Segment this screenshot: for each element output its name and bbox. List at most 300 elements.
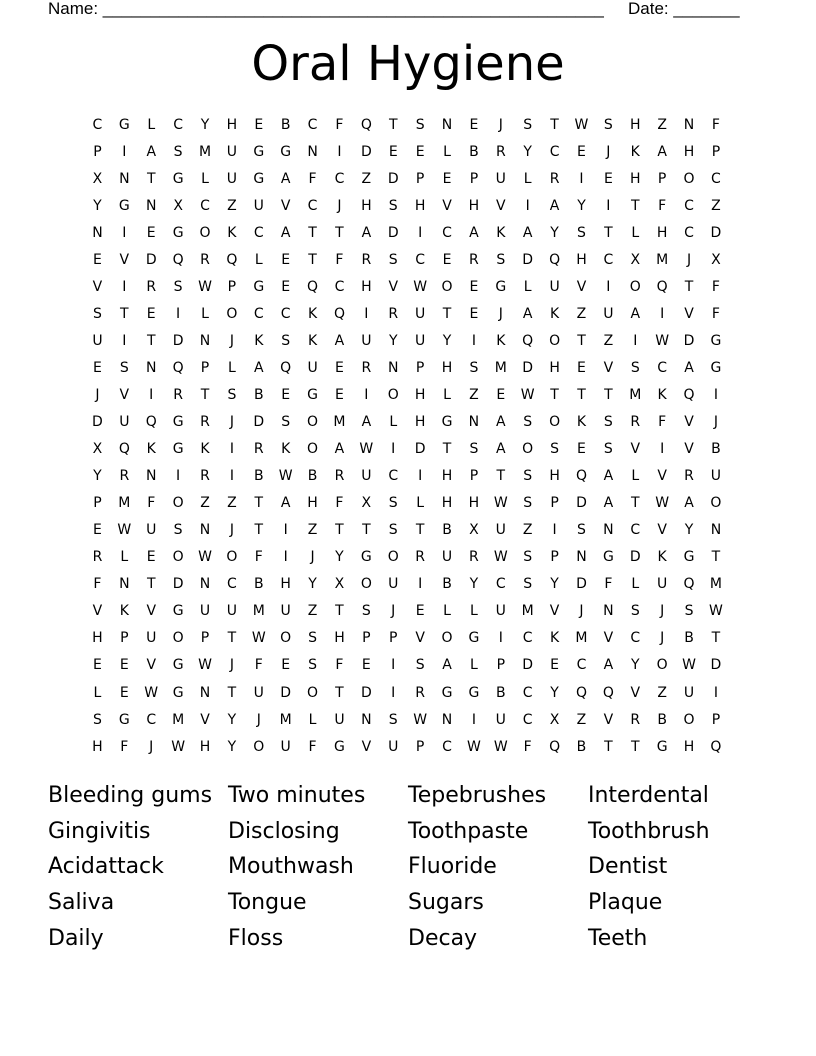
grid-letter: K [496,224,506,241]
grid-letter: A [630,305,641,322]
grid-letter: J [713,414,718,431]
grid-letter: W [493,549,508,566]
grid-letter: Q [280,359,292,376]
grid-letter: E [361,657,371,674]
grid-letter: P [415,359,425,376]
grid-letter: D [387,224,399,241]
grid-letter: W [413,711,428,728]
grid-letter: C [307,197,318,214]
grid-letter: K [657,386,667,403]
grid-letter: B [576,738,587,755]
grid-letter: L [523,170,532,187]
grid-letter: Z [469,386,479,403]
word-list-item: Dentist [588,854,668,880]
grid-letter: T [496,468,506,485]
grid-letter: M [118,495,131,512]
grid-letter: I [364,305,369,322]
grid-letter: V [684,414,694,431]
grid-letter: F [604,576,613,593]
grid-letter: F [308,738,317,755]
grid-letter: U [226,170,238,187]
grid-letter: N [683,116,695,133]
grid-letter: T [604,386,613,403]
grid-letter: V [684,305,694,322]
grid-letter: Y [200,116,210,133]
grid-letter: V [119,386,130,403]
grid-letter: H [280,576,291,593]
grid-letter: A [603,495,614,512]
grid-letter: H [576,251,587,268]
grid-letter: U [92,332,103,349]
grid-letter: G [683,549,695,566]
date-field-label: Date: _______ [628,0,740,18]
grid-letter: S [388,197,398,214]
grid-letter: D [387,170,399,187]
grid-letter: T [335,522,344,539]
grid-letter: W [144,684,159,701]
grid-letter: G [118,711,130,728]
grid-letter: B [307,468,318,485]
grid-letter: V [657,468,667,485]
grid-letter: P [550,549,559,566]
grid-letter: U [199,603,211,620]
grid-letter: T [146,170,156,187]
grid-letter: Q [522,332,534,349]
grid-letter: E [577,143,586,160]
grid-letter: S [415,116,425,133]
grid-letter: G [710,332,722,349]
grid-letter: J [606,143,611,160]
grid-letter: V [280,197,291,214]
grid-letter: H [629,116,641,133]
grid-letter: O [441,630,453,647]
grid-letter: A [684,359,694,376]
grid-letter: D [629,549,641,566]
grid-letter: T [200,386,210,403]
grid-letter: U [388,738,399,755]
grid-letter: Q [602,684,614,701]
grid-letter: Z [361,170,372,187]
grid-letter: I [498,630,503,647]
grid-letter: A [657,143,667,160]
grid-letter: I [364,386,369,403]
grid-letter: U [415,332,426,349]
grid-letter: E [442,170,452,187]
grid-letter: O [172,630,184,647]
grid-letter: U [603,305,614,322]
grid-letter: T [684,278,694,295]
grid-letter: T [335,224,344,241]
grid-letter: T [335,603,344,620]
grid-letter: C [684,197,694,214]
grid-letter: F [335,657,344,674]
grid-letter: Q [172,359,184,376]
grid-letter: H [199,738,211,755]
grid-letter: C [173,116,183,133]
grid-letter: B [657,711,667,728]
grid-letter: A [280,224,291,241]
grid-letter: M [575,630,588,647]
grid-letter: I [471,711,476,728]
grid-letter: O [683,170,695,187]
grid-letter: T [227,630,237,647]
grid-letter: Q [683,386,695,403]
grid-letter: Z [576,305,587,322]
grid-letter: S [388,711,398,728]
grid-letter: L [147,116,156,133]
grid-letter: J [660,630,665,647]
grid-letter: H [683,738,695,755]
grid-letter: Y [523,143,532,160]
grid-letter: I [283,522,288,539]
grid-letter: O [549,414,561,431]
grid-letter: T [604,738,613,755]
grid-letter: N [603,603,614,620]
grid-letter: U [280,738,291,755]
grid-letter: U [146,630,157,647]
grid-letter: O [549,332,561,349]
grid-letter: T [550,386,559,403]
grid-letter: S [523,495,533,512]
grid-letter: M [252,603,265,620]
grid-letter: A [146,143,157,160]
grid-letter: R [146,278,157,295]
grid-letter: J [337,197,342,214]
grid-letter: M [494,359,507,376]
grid-letter: S [523,576,533,593]
word-list-item: Tepebrushes [408,783,547,809]
grid-letter: Q [226,251,238,268]
grid-letter: A [254,359,264,376]
grid-letter: P [550,495,559,512]
grid-letter: Q [575,684,587,701]
grid-letter: G [172,414,184,431]
grid-letter: Q [333,305,345,322]
grid-letter: V [657,522,667,539]
grid-letter: Y [469,576,479,593]
grid-letter: V [496,197,506,214]
grid-letter: T [577,332,586,349]
grid-letter: Y [630,657,640,674]
grid-letter: O [199,224,211,241]
grid-letter: W [278,468,293,485]
grid-letter: Z [307,603,318,620]
grid-letter: I [176,468,181,485]
grid-letter: T [146,332,156,349]
grid-letter: O [307,414,319,431]
grid-letter: V [415,630,425,647]
grid-letter: I [579,170,584,187]
grid-letter: B [253,468,264,485]
grid-letter: G [172,603,184,620]
grid-letter: I [229,441,234,458]
grid-letter: L [443,386,451,403]
grid-letter: J [95,386,100,403]
grid-letter: I [122,278,127,295]
grid-letter: Y [227,738,237,755]
grid-letter: F [658,197,667,214]
grid-letter: L [631,224,640,241]
grid-letter: T [308,251,317,268]
grid-letter: O [172,549,184,566]
grid-letter: R [549,170,560,187]
grid-letter: E [93,359,102,376]
grid-letter: V [603,711,614,728]
grid-letter: A [442,657,452,674]
grid-letter: I [525,197,530,214]
grid-letter: K [657,549,667,566]
grid-letter: F [93,576,102,593]
grid-letter: E [469,278,479,295]
grid-letter: Y [550,224,559,241]
grid-letter: S [469,359,479,376]
grid-letter: P [469,468,479,485]
grid-letter: S [550,441,560,458]
grid-letter: Z [603,332,614,349]
grid-letter: G [334,738,345,755]
grid-letter: G [280,143,292,160]
grid-letter: E [146,224,156,241]
grid-letter: C [549,143,560,160]
grid-letter: K [200,441,210,458]
grid-letter: N [710,522,722,539]
grid-letter: T [254,495,264,512]
grid-letter: A [603,468,614,485]
grid-letter: W [413,278,428,295]
grid-letter: S [577,522,586,539]
grid-letter: J [229,332,234,349]
grid-letter: V [200,711,210,728]
grid-letter: O [226,549,238,566]
grid-letter: M [629,386,642,403]
grid-letter: W [520,386,535,403]
grid-letter: H [414,386,426,403]
page-title: Oral Hygiene [251,36,565,92]
grid-letter: I [418,468,423,485]
grid-letter: J [229,522,234,539]
word-list-item: Mouthwash [228,854,354,880]
grid-letter: H [683,143,695,160]
grid-letter: P [227,278,237,295]
grid-letter: S [523,468,533,485]
grid-letter: U [253,684,264,701]
grid-letter: X [630,251,641,268]
grid-letter: T [227,684,237,701]
grid-letter: S [630,603,640,620]
grid-letter: N [576,549,587,566]
grid-letter: H [414,414,426,431]
grid-letter: C [630,630,641,647]
grid-letter: W [709,603,723,620]
grid-letter: D [360,684,372,701]
grid-letter: V [92,603,103,620]
grid-letter: Q [118,441,130,458]
grid-letter: E [496,386,506,403]
grid-letter: H [441,468,453,485]
grid-letter: T [335,684,344,701]
grid-letter: T [604,224,613,241]
grid-letter: S [388,251,398,268]
grid-letter: T [254,522,264,539]
grid-letter: E [603,170,613,187]
grid-letter: A [496,441,506,458]
grid-letter: E [335,359,344,376]
grid-letter: S [281,332,291,349]
grid-letter: C [334,170,345,187]
grid-letter: C [388,468,399,485]
grid-letter: C [92,116,103,133]
grid-letter: P [362,630,371,647]
grid-letter: V [92,278,103,295]
grid-letter: K [496,332,506,349]
grid-letter: E [281,386,291,403]
word-list-item: Daily [48,925,104,951]
grid-letter: R [684,468,694,485]
grid-letter: O [226,305,238,322]
word-list-item: Toothbrush [588,818,710,844]
grid-letter: L [470,657,478,674]
grid-letter: B [442,576,452,593]
grid-letter: T [120,305,129,322]
grid-letter: J [229,657,234,674]
grid-letter: Q [549,738,561,755]
grid-letter: H [629,170,641,187]
grid-letter: H [656,224,668,241]
grid-letter: S [388,495,398,512]
grid-letter: O [307,441,319,458]
grid-letter: Q [360,116,372,133]
grid-letter: R [119,468,130,485]
grid-letter: U [334,711,345,728]
grid-letter: V [630,684,641,701]
grid-letter: D [522,359,534,376]
grid-letter: K [307,332,318,349]
grid-letter: U [280,603,291,620]
grid-letter: N [145,468,157,485]
grid-letter: P [711,143,721,160]
grid-letter: C [200,197,210,214]
grid-letter: S [227,386,237,403]
grid-letter: K [630,143,640,160]
grid-letter: V [388,278,399,295]
grid-letter: I [122,224,127,241]
grid-letter: C [307,116,318,133]
grid-letter: A [522,305,533,322]
grid-letter: Z [576,711,587,728]
grid-letter: U [495,170,506,187]
grid-letter: W [493,495,508,512]
grid-letter: E [442,251,452,268]
grid-letter: F [658,414,667,431]
grid-letter: G [441,414,453,431]
word-list-item: Interdental [588,783,709,809]
grid-letter: R [415,549,425,566]
grid-letter: H [361,278,372,295]
grid-letter: V [119,251,130,268]
grid-letter: N [119,170,130,187]
grid-letter: Q [172,251,184,268]
grid-letter: Y [388,332,398,349]
grid-letter: S [603,414,613,431]
grid-letter: D [253,414,265,431]
grid-letter: I [229,468,234,485]
grid-letter: F [147,495,156,512]
grid-letter: D [576,495,587,512]
grid-letter: O [360,576,372,593]
grid-letter: R [495,143,506,160]
grid-letter: W [251,630,266,647]
grid-letter: E [281,251,291,268]
grid-letter: E [93,657,102,674]
grid-letter: N [199,522,211,539]
grid-letter: G [656,738,668,755]
grid-letter: T [415,522,425,539]
grid-letter: K [549,305,560,322]
grid-letter: O [253,738,265,755]
grid-letter: S [469,441,479,458]
grid-letter: Q [656,278,668,295]
grid-letter: I [176,305,181,322]
grid-letter: G [468,684,480,701]
grid-letter: N [199,684,211,701]
grid-letter: A [522,224,533,241]
grid-letter: S [93,711,102,728]
grid-letter: X [361,495,372,512]
grid-letter: G [710,359,722,376]
grid-letter: R [200,468,210,485]
grid-letter: O [629,278,641,295]
grid-letter: G [172,441,184,458]
grid-letter: D [710,657,722,674]
grid-letter: J [579,603,584,620]
grid-letter: Z [227,197,237,214]
grid-letter: I [122,143,127,160]
grid-letter: T [630,495,640,512]
name-field-label: Name: _____________________________________________________ [48,0,604,18]
grid-letter: Y [550,576,559,593]
letter-grid [84,111,729,760]
grid-letter: C [522,630,533,647]
grid-letter: N [307,143,318,160]
grid-letter: T [550,116,559,133]
grid-letter: S [523,549,533,566]
grid-letter: E [469,305,479,322]
grid-letter: N [199,332,211,349]
grid-letter: R [361,251,372,268]
grid-letter: U [361,468,372,485]
grid-letter: E [415,143,425,160]
grid-letter: X [711,251,721,268]
grid-letter: F [308,170,317,187]
grid-letter: A [334,332,345,349]
grid-letter: P [415,738,425,755]
grid-letter: H [361,197,372,214]
grid-letter: D [92,414,103,431]
grid-letter: F [335,495,344,512]
grid-letter: K [281,441,291,458]
grid-letter: P [200,630,210,647]
grid-letter: G [172,170,184,187]
grid-letter: M [656,251,669,268]
grid-letter: I [418,224,423,241]
grid-letter: S [415,657,425,674]
grid-letter: C [146,711,157,728]
grid-letter: L [523,278,532,295]
word-list-item: Sugars [408,890,484,916]
grid-letter: P [389,630,398,647]
grid-letter: G [495,278,507,295]
grid-letter: I [418,576,423,593]
